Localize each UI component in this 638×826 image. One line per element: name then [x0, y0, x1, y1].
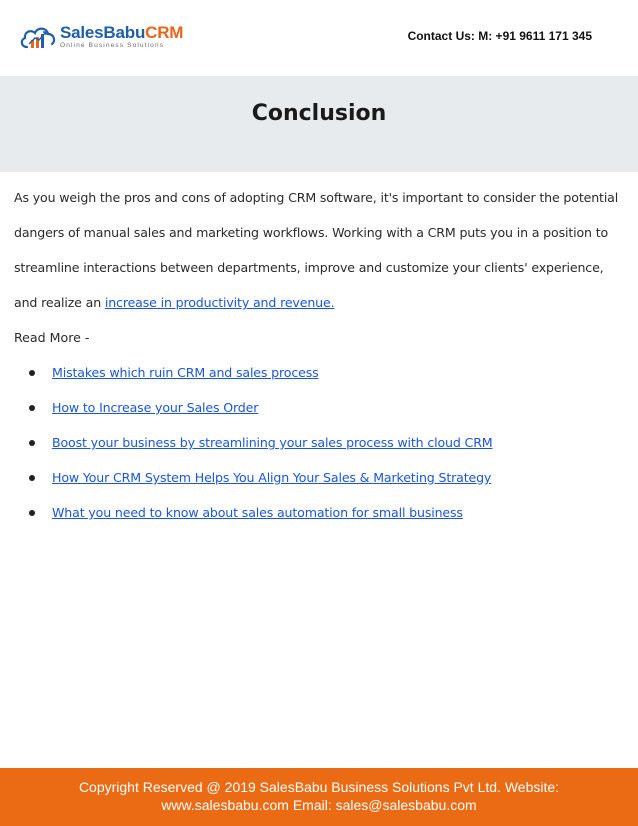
bullet-icon: [29, 510, 35, 516]
link-align-sales-marketing[interactable]: How Your CRM System Helps You Align Your Sales & Marketing Strategy: [52, 470, 492, 485]
productivity-revenue-link[interactable]: increase in productivity and revenue.: [104, 295, 335, 310]
list-item: [14, 495, 626, 530]
read-more-list: [14, 355, 626, 530]
conclusion-paragraph: [14, 180, 626, 320]
logo-text: [60, 24, 183, 50]
footer-line-2: www.salesbabu.com Email: sales@salesbabu.com: [161, 797, 477, 813]
bullet-icon: [29, 370, 35, 376]
contact-info: Contact Us: M: +91 9611 171 345: [407, 29, 592, 43]
logo-tagline: Online Business Solutions: [60, 42, 165, 50]
paragraph-text: As you weigh the pros and cons of adopting CRM software, it's important to consider the potential dangers of manual sales and marketing workflows. Working with a CRM puts you in a position to streamline interactions between departments, improve and customize your clients' experience, and realize an: [14, 190, 619, 310]
link-sales-automation-small-business[interactable]: What you need to know about sales automation for small business: [52, 505, 463, 520]
footer-copyright: [0, 778, 638, 814]
cloud-chart-icon: [18, 23, 58, 51]
link-boost-business-cloud-crm[interactable]: Boost your business by streamlining your sales process with cloud CRM: [52, 435, 493, 450]
company-logo[interactable]: [18, 22, 183, 52]
page-title: Conclusion: [251, 101, 387, 126]
list-item: [14, 355, 626, 390]
list-item: [14, 460, 626, 495]
list-item: [14, 390, 626, 425]
list-item: [14, 425, 626, 460]
logo-name-part2: CRM: [145, 23, 184, 43]
main-content: [14, 180, 626, 530]
logo-name-part1: SalesBabu: [60, 23, 146, 43]
bullet-icon: [29, 405, 35, 411]
logo-name: [60, 24, 183, 41]
bullet-icon: [29, 440, 35, 446]
page-header: [0, 0, 638, 76]
footer-line-1: Copyright Reserved @ 2019 SalesBabu Business Solutions Pvt Ltd. Website:: [78, 779, 560, 795]
bullet-icon: [29, 475, 35, 481]
read-more-label: Read More -: [14, 330, 90, 345]
link-increase-sales-order[interactable]: How to Increase your Sales Order: [52, 400, 259, 415]
link-mistakes-ruin-crm[interactable]: Mistakes which ruin CRM and sales process: [52, 365, 319, 380]
